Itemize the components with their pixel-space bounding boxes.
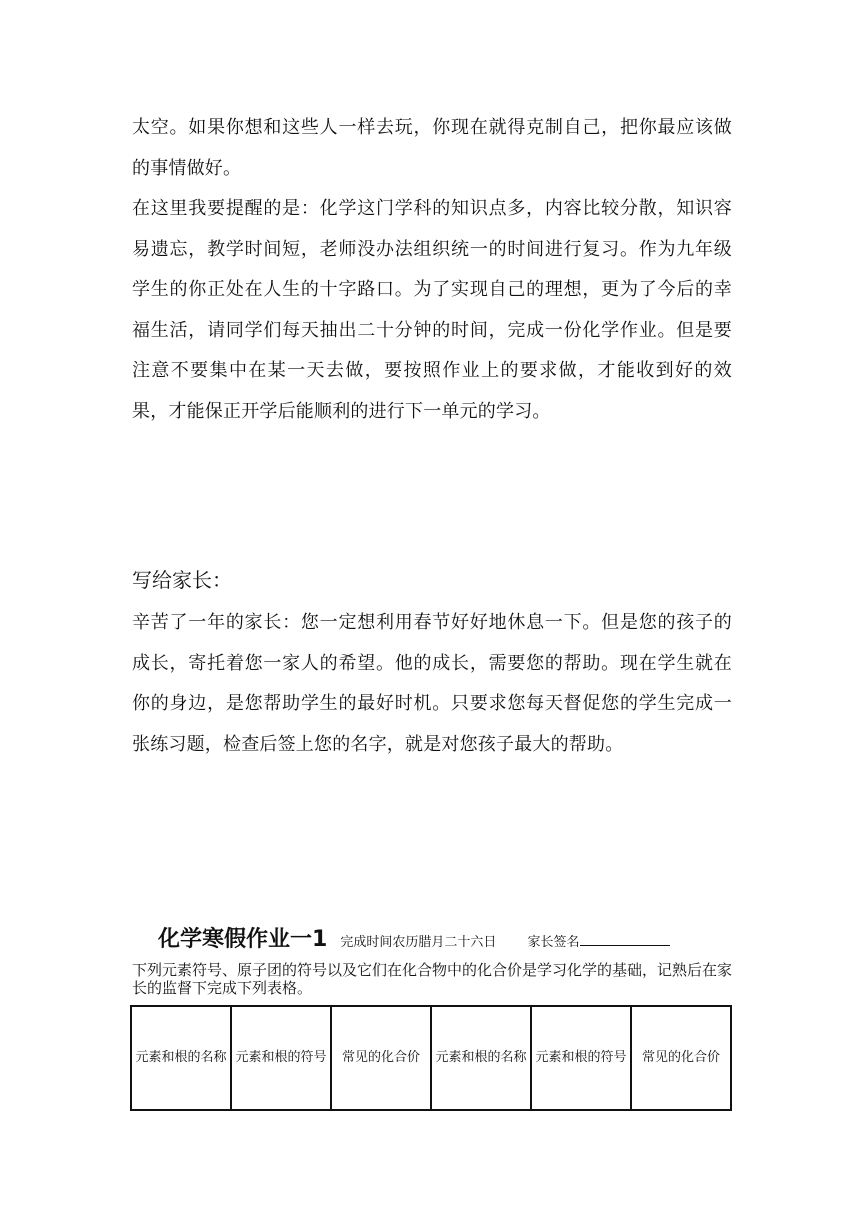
homework-title-row	[158, 922, 670, 953]
parent-signature-label: 家长签名	[527, 935, 580, 950]
parent-letter-paragraph: 辛苦了一年的家长：您一定想利用春节好好地休息一下。但是您的孩子的成长，寄托着您一家人的希望。他的成长，需要您的帮助。现在学生就在你的身边，是您帮助学生的最好时机。只要求您每天督促您的学生完成一张练习题，检查后签上您的名字，就是对您孩子最大的帮助。	[132, 612, 732, 755]
table-header-cell: 元素和根的名称	[131, 1006, 231, 1110]
table-header-cell: 常见的化合价	[331, 1006, 431, 1110]
table-header-cell: 元素和根的名称	[431, 1006, 531, 1110]
homework-instructions: 下列元素符号、原子团的符号以及它们在化合物中的化合价是学习化学的基础，记熟后在家长的监督下完成下列表格。	[132, 961, 733, 997]
homework-title: 化学寒假作业一1	[158, 927, 328, 952]
table-header-cell: 元素和根的符号	[231, 1006, 331, 1110]
signature-line[interactable]	[580, 933, 670, 946]
parent-letter-heading: 写给家长：	[132, 568, 232, 592]
table-header-cell: 常见的化合价	[631, 1006, 731, 1110]
student-letter-paragraph-1: 太空。如果你想和这些人一样去玩，你现在就得克制自己，把你最应该做的事情做好。	[132, 117, 732, 179]
table-header-row	[131, 1006, 731, 1110]
completion-time: 完成时间农历腊月二十六日	[340, 935, 497, 950]
element-valence-table	[130, 1005, 732, 1111]
student-letter-paragraph-2: 在这里我要提醒的是：化学这门学科的知识点多，内容比较分散，知识容易遗忘，教学时间短，老师没办法组织统一的时间进行复习。作为九年级学生的你正处在人生的十字路口。为了实现自己的理想，更为了今后的幸福生活，请同学们每天抽出二十分钟的时间，完成一份化学作业。但是要注意不要集中在某一天去做，要按照作业上的要求做，才能收到好的效果，才能保正开学后能顺利的进行下一单元的学习。	[132, 198, 732, 422]
table-header-cell: 元素和根的符号	[531, 1006, 631, 1110]
